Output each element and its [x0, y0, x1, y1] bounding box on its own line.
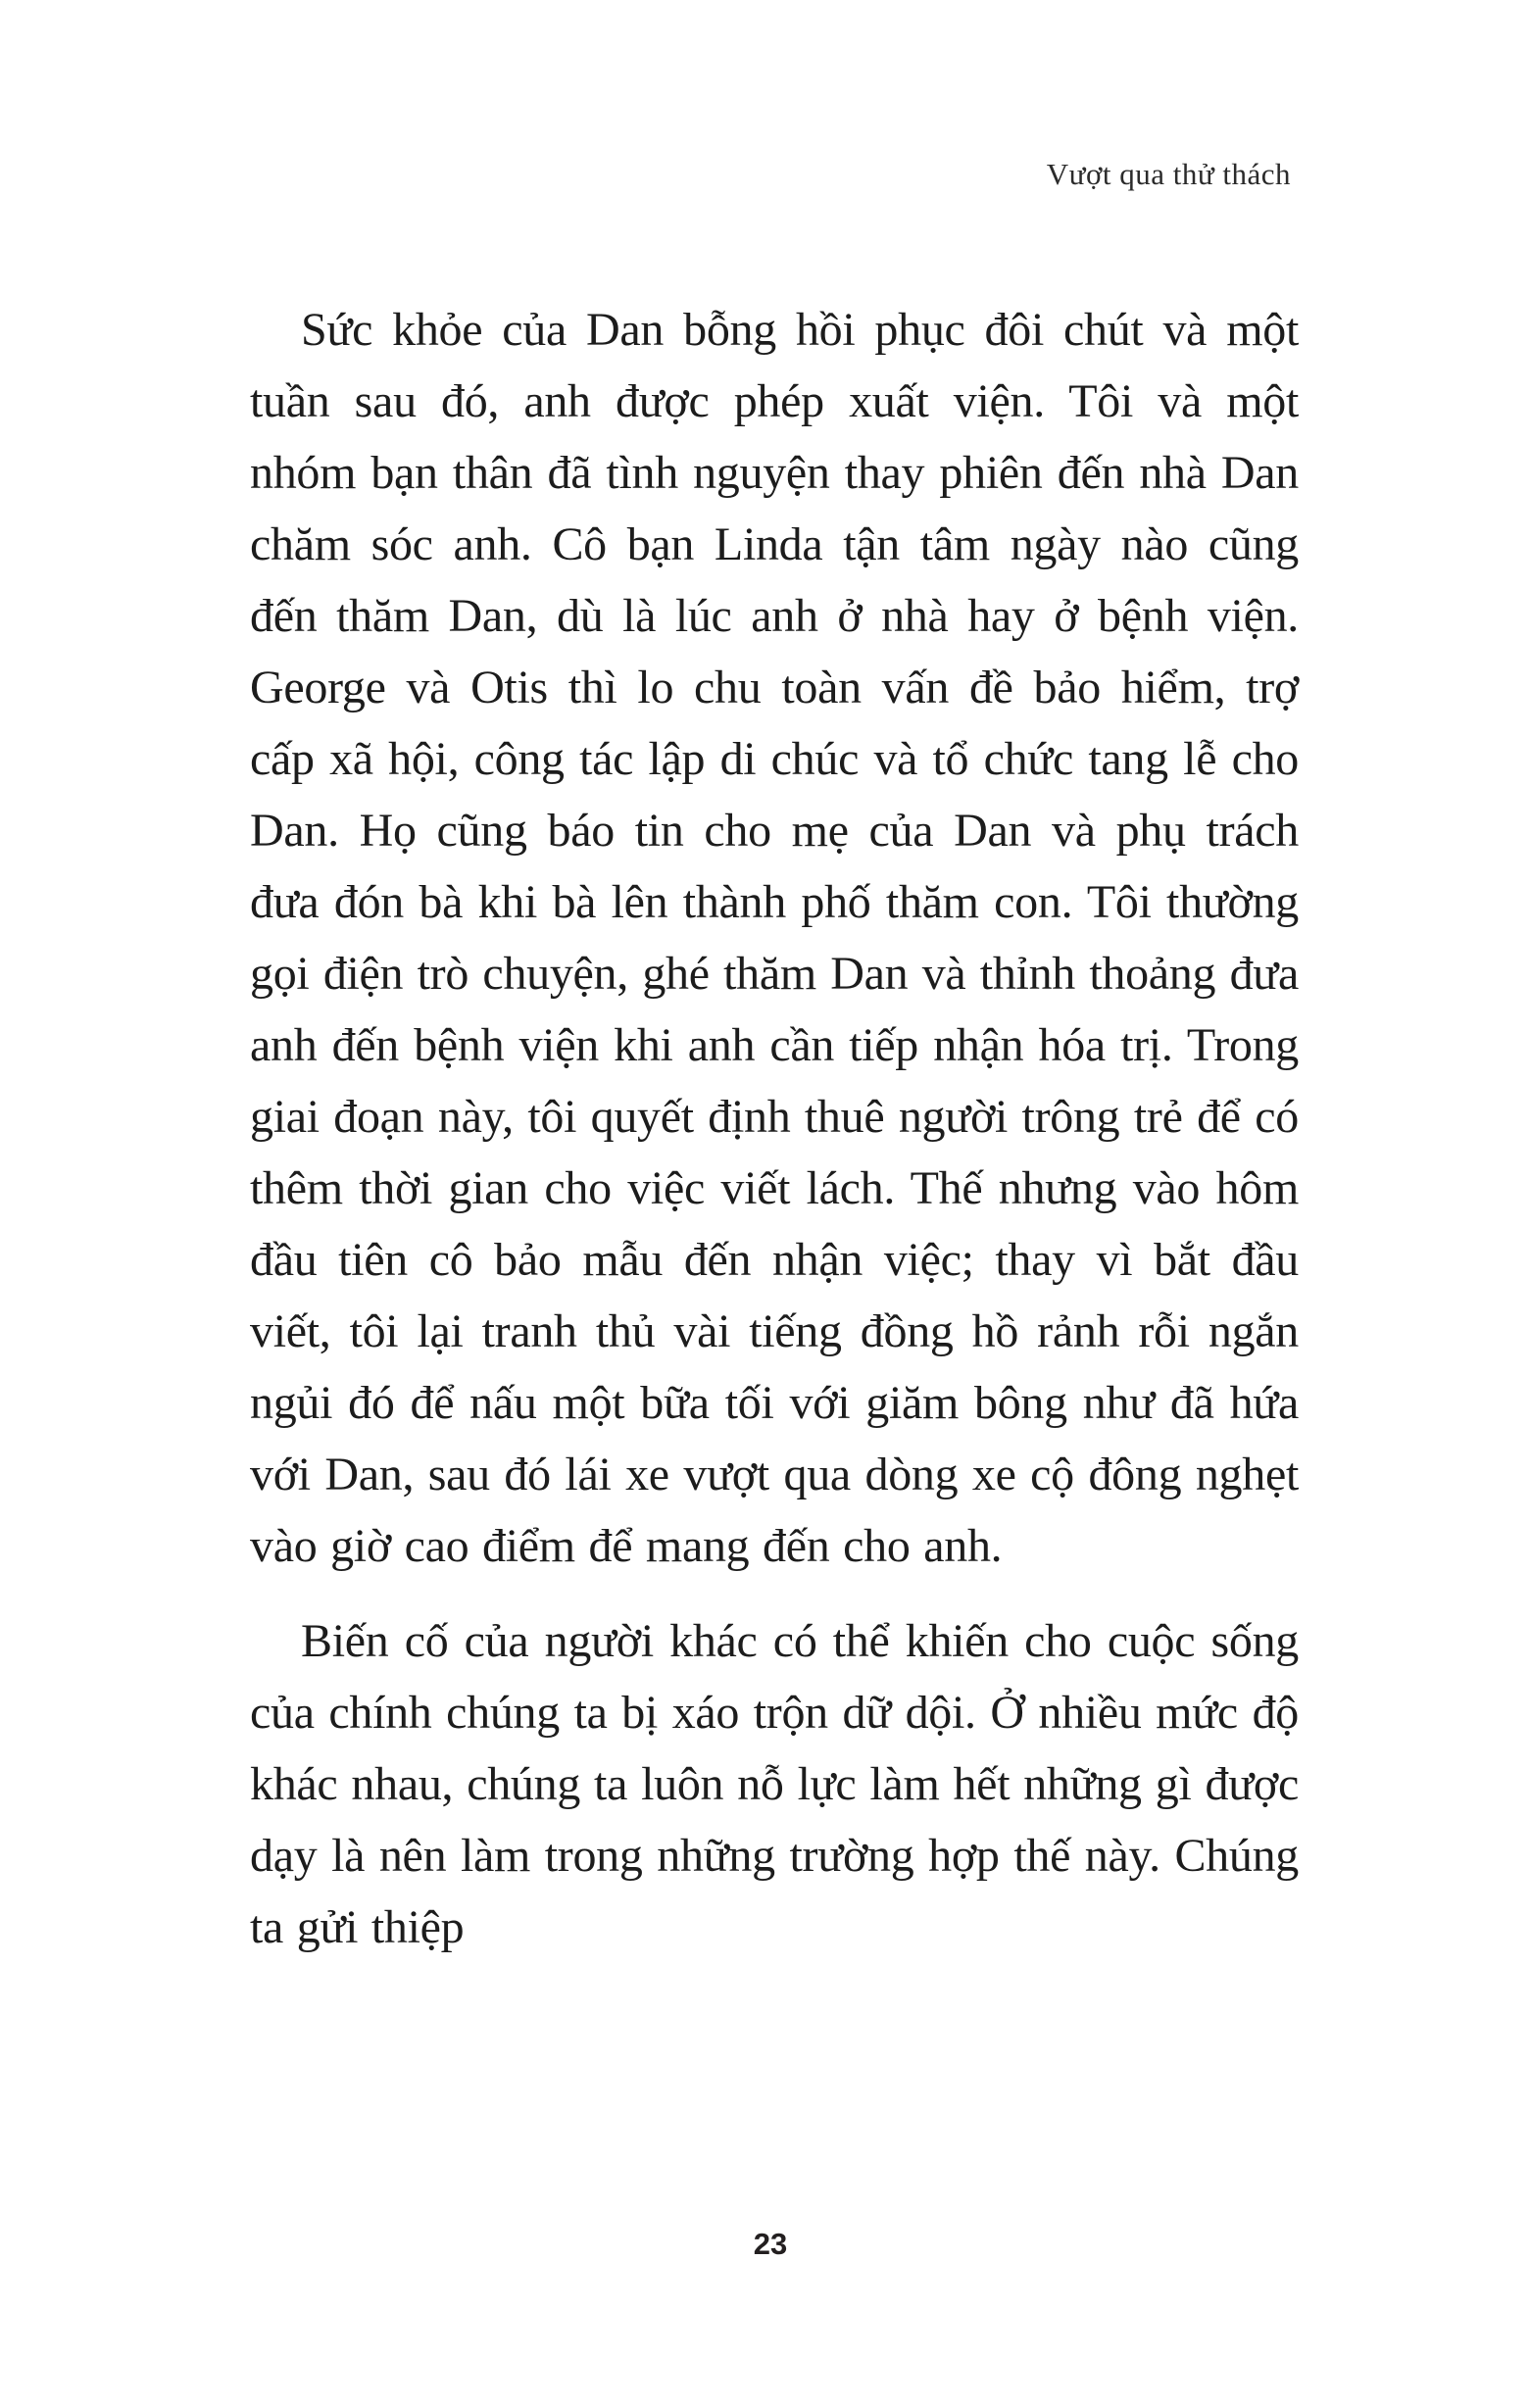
body-text-block: [250, 294, 1299, 1987]
paragraph: Biến cố của người khác có thể khiến cho cuộc sống của chính chúng ta bị xáo trộn dữ dội. Ở nhiều mức độ khác nhau, chúng ta luôn nỗ lực làm hết những gì được dạy là nên làm trong những trường hợp thế này. Chúng ta gửi thiệp: [250, 1615, 1299, 1953]
running-header: Vượt qua thử thách: [1046, 157, 1291, 191]
page-number: 23: [753, 2227, 788, 2261]
paragraph: Sức khỏe của Dan bỗng hồi phục đôi chút và một tuần sau đó, anh được phép xuất viện. Tôi và một nhóm bạn thân đã tình nguyện thay phiên đến nhà Dan chăm sóc anh. Cô bạn Linda tận tâm ngày nào cũng đến thăm Dan, dù là lúc anh ở nhà hay ở bệnh viện. George và Otis thì lo chu toàn vấn đề bảo hiểm, trợ cấp xã hội, công tác lập di chúc và tổ chức tang lễ cho Dan. Họ cũng báo tin cho mẹ của Dan và phụ trách đưa đón bà khi bà lên thành phố thăm con. Tôi thường gọi điện trò chuyện, ghé thăm Dan và thỉnh thoảng đưa anh đến bệnh viện khi anh cần tiếp nhận hóa trị. Trong giai đoạn này, tôi quyết định thuê người trông trẻ để có thêm thời gian cho việc viết lách. Thế nhưng vào hôm đầu tiên cô bảo mẫu đến nhận việc; thay vì bắt đầu viết, tôi lại tranh thủ vài tiếng đồng hồ rảnh rỗi ngắn ngủi đó để nấu một bữa tối với giăm bông như đã hứa với Dan, sau đó lái xe vượt qua dòng xe cộ đông nghẹt vào giờ cao điểm để mang đến cho anh.: [250, 304, 1299, 1572]
